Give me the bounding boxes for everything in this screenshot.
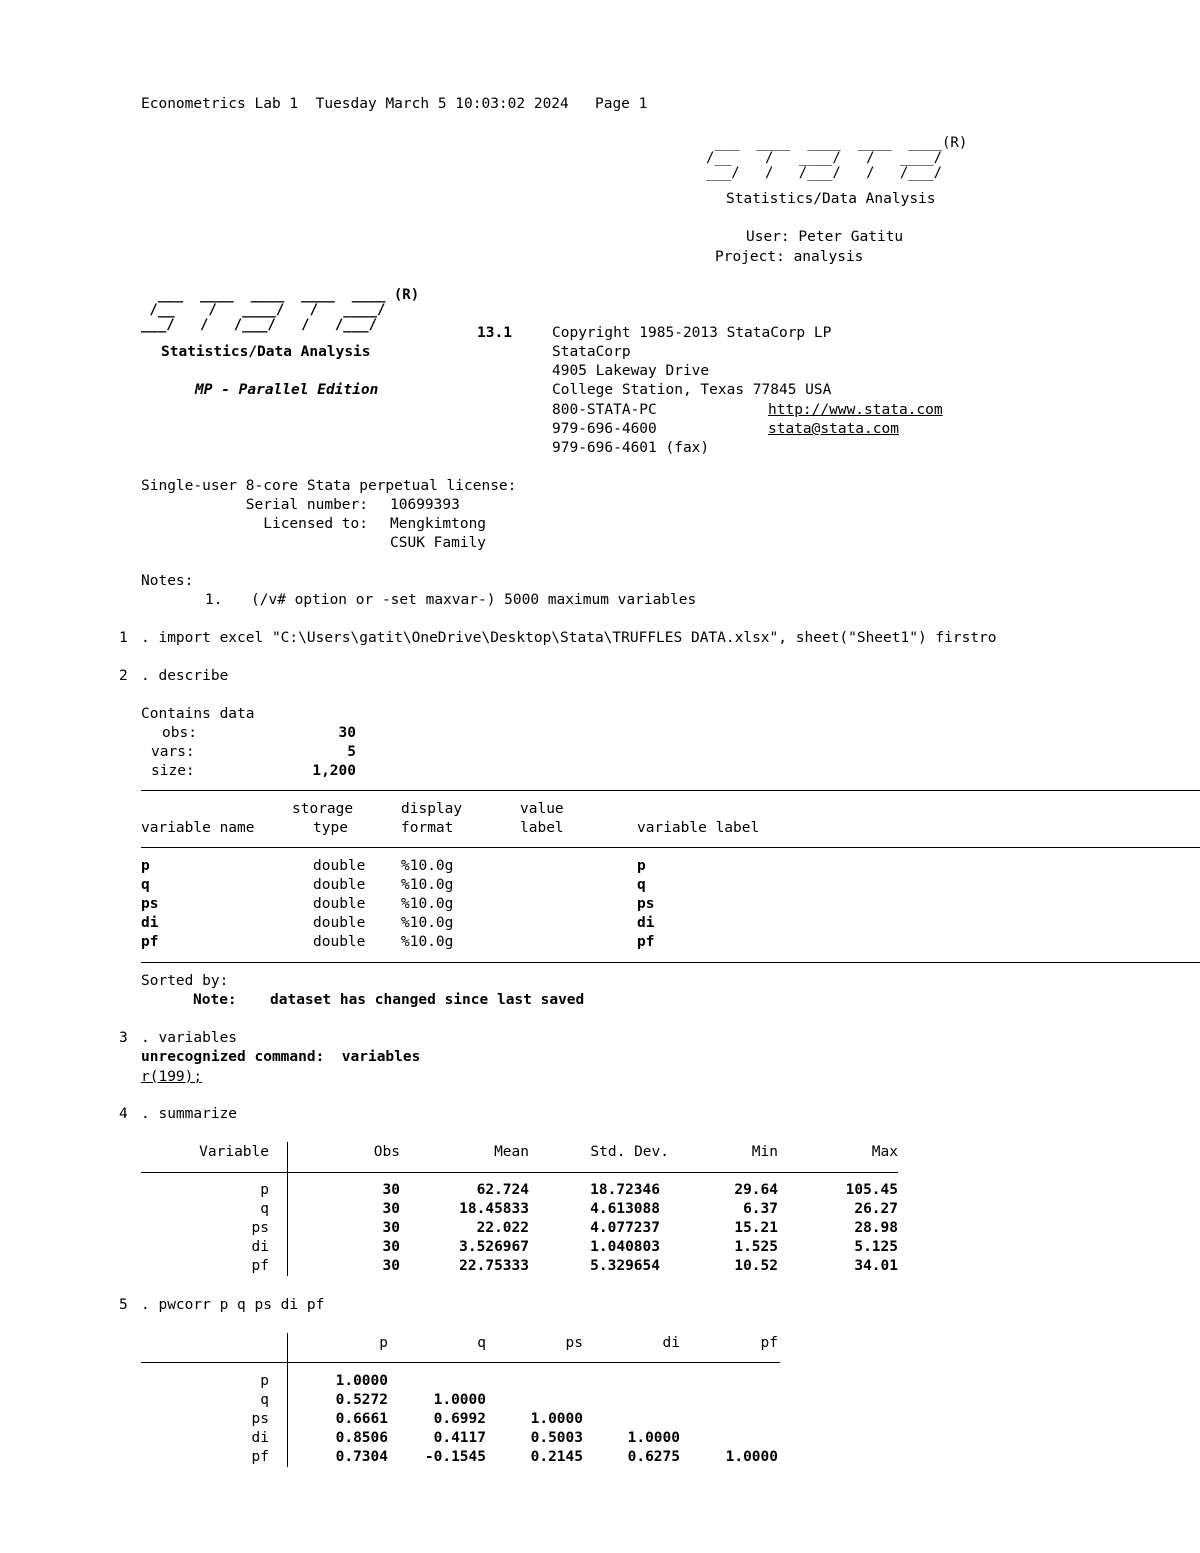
summ-max: 28.98	[854, 1220, 898, 1236]
summ-max: 26.27	[854, 1201, 898, 1217]
variable-name: ps	[141, 896, 159, 912]
corr-var: ps	[251, 1411, 269, 1427]
contains-data: Contains data	[141, 706, 255, 722]
command-variables: . variables	[141, 1030, 238, 1046]
summ-obs: 30	[382, 1258, 400, 1274]
header-variable-name: variable name	[141, 820, 255, 836]
big-logo-subtitle: Statistics/Data Analysis	[161, 344, 371, 360]
serial-label: Serial number:	[245, 497, 368, 513]
summ-sd: 1.040803	[590, 1239, 660, 1255]
corr-var: di	[251, 1430, 269, 1446]
corr-var: p	[260, 1373, 269, 1389]
summ-var: q	[260, 1201, 269, 1217]
summ-min: 15.21	[734, 1220, 778, 1236]
storage-type: double	[313, 858, 366, 874]
error-message: unrecognized command: variables	[141, 1049, 421, 1065]
command-number: 3	[119, 1030, 128, 1046]
summ-sd: 4.077237	[590, 1220, 660, 1236]
summ-mean: 22.022	[476, 1220, 529, 1236]
corr-cell: 0.2145	[530, 1449, 583, 1465]
summ-min: 10.52	[734, 1258, 778, 1274]
size-label: size:	[151, 763, 195, 779]
command-number: 1	[119, 630, 128, 646]
vars-value: 5	[347, 744, 356, 760]
corr-cell: -0.1545	[424, 1449, 486, 1465]
user-label: User:	[746, 229, 790, 245]
corr-cell: 0.6661	[335, 1411, 388, 1427]
header-storage: storage	[292, 801, 354, 817]
copyright-line: Copyright 1985-2013 StataCorp LP	[552, 325, 832, 341]
storage-type: double	[313, 915, 366, 931]
variable-name: p	[141, 858, 150, 874]
note-label: Note:	[193, 992, 237, 1008]
corr-cell: 1.0000	[433, 1392, 486, 1408]
corr-cell: 0.8506	[335, 1430, 388, 1446]
page-header	[141, 95, 647, 114]
project-name: analysis	[793, 249, 864, 265]
corr-cell: 0.4117	[433, 1430, 486, 1446]
variable-name: pf	[141, 934, 159, 950]
summ-max: 105.45	[845, 1182, 898, 1198]
summ-var: di	[251, 1239, 269, 1255]
summ-header-mean: Mean	[494, 1144, 529, 1160]
project-label: Project:	[715, 249, 785, 265]
summ-header-variable: Variable	[199, 1144, 269, 1160]
corr-header-ps: ps	[565, 1335, 583, 1351]
corr-cell: 1.0000	[335, 1373, 388, 1389]
display-format: %10.0g	[401, 915, 454, 931]
storage-type: double	[313, 877, 366, 893]
summ-var: ps	[251, 1220, 269, 1236]
storage-type: double	[313, 934, 366, 950]
corr-header-q: q	[477, 1335, 486, 1351]
note-item-number: 1.	[205, 592, 223, 608]
note-item-text: (/v# option or -set maxvar-) 5000 maximum variables	[251, 592, 697, 608]
summ-sd: 4.613088	[590, 1201, 660, 1217]
stata-version: 13.1	[477, 325, 512, 341]
vars-label: vars:	[151, 744, 195, 760]
header-type: type	[313, 820, 348, 836]
corr-header-p: p	[379, 1335, 388, 1351]
corr-cell: 0.5003	[530, 1430, 583, 1446]
summ-obs: 30	[382, 1239, 400, 1255]
licensed-label: Licensed to:	[263, 516, 368, 532]
describe-bottom-rule	[141, 962, 1200, 963]
variable-label: q	[637, 877, 646, 893]
return-code-link[interactable]: r(199);	[141, 1069, 203, 1085]
company-name: StataCorp	[552, 344, 631, 360]
small-logo-line-3: ___/ / /___/ / /___/	[706, 165, 943, 181]
corr-cell: 0.6275	[627, 1449, 680, 1465]
summ-header-rule	[141, 1172, 898, 1173]
serial-number: 10699393	[390, 497, 460, 513]
email-link[interactable]: stata@stata.com	[768, 421, 899, 437]
licensee-line-1: Mengkimtong	[390, 516, 487, 532]
website-link[interactable]: http://www.stata.com	[768, 402, 943, 418]
variable-name: q	[141, 877, 150, 893]
summ-header-max: Max	[871, 1144, 898, 1160]
fax-line: 979-696-4601 (fax)	[552, 440, 710, 456]
command-number: 5	[119, 1297, 128, 1313]
big-logo-line-2: /__ / ____/ / ____/	[141, 302, 386, 318]
corr-cell: 0.5272	[335, 1392, 388, 1408]
small-logo-line-2: /__ / ____/ / ____/	[706, 150, 943, 166]
edition-label: MP - Parallel Edition	[195, 382, 379, 398]
corr-header-rule	[141, 1362, 780, 1363]
street-address: 4905 Lakeway Drive	[552, 363, 710, 379]
corr-var: pf	[251, 1449, 269, 1465]
licensee-line-2: CSUK Family	[390, 535, 487, 551]
corr-cell: 0.7304	[335, 1449, 388, 1465]
header-variable-label: variable label	[637, 820, 760, 836]
header-value: value	[520, 801, 564, 817]
summ-header-std-dev: Std. Dev.	[590, 1144, 669, 1160]
corr-var: q	[260, 1392, 269, 1408]
command-import-excel: . import excel "C:\Users\gatit\OneDrive\Desktop\Stata\TRUFFLES DATA.xlsx", sheet("Sheet1") firstro	[141, 630, 997, 646]
project-line	[715, 248, 863, 267]
summ-mean: 18.45833	[459, 1201, 529, 1217]
sorted-by: Sorted by:	[141, 973, 229, 989]
variable-label: p	[637, 858, 646, 874]
small-logo-subtitle: Statistics/Data Analysis	[726, 191, 936, 207]
big-logo-line-3: ___/ / /___/ / /___/	[141, 317, 378, 333]
variable-label: ps	[637, 896, 655, 912]
user-line	[746, 228, 903, 247]
command-summarize: . summarize	[141, 1106, 238, 1122]
header-format: format	[401, 820, 454, 836]
command-describe: . describe	[141, 668, 229, 684]
variable-label: pf	[637, 934, 655, 950]
phone-1: 800-STATA-PC	[552, 402, 657, 418]
describe-top-rule	[141, 790, 1200, 791]
variable-name: di	[141, 915, 159, 931]
summ-max: 5.125	[854, 1239, 898, 1255]
license-heading: Single-user 8-core Stata perpetual license:	[141, 478, 517, 494]
command-number: 2	[119, 668, 128, 684]
notes-heading: Notes:	[141, 573, 194, 589]
command-number: 4	[119, 1106, 128, 1122]
header-label: label	[520, 820, 564, 836]
corr-cell: 1.0000	[725, 1449, 778, 1465]
corr-header-pf: pf	[760, 1335, 778, 1351]
summ-var: p	[260, 1182, 269, 1198]
summ-mean: 22.75333	[459, 1258, 529, 1274]
summ-header-min: Min	[751, 1144, 778, 1160]
display-format: %10.0g	[401, 877, 454, 893]
phone-2: 979-696-4600	[552, 421, 657, 437]
variable-label: di	[637, 915, 655, 931]
summ-min: 29.64	[734, 1182, 778, 1198]
summ-header-obs: Obs	[373, 1144, 400, 1160]
display-format: %10.0g	[401, 858, 454, 874]
user-name: Peter Gatitu	[798, 229, 904, 245]
log-datetime: Tuesday March 5 10:03:02 2024	[315, 96, 569, 112]
corr-header-di: di	[662, 1335, 680, 1351]
note-text: dataset has changed since last saved	[270, 992, 585, 1008]
obs-value: 30	[338, 725, 356, 741]
log-title: Econometrics Lab 1	[141, 96, 299, 112]
summ-var: pf	[251, 1258, 269, 1274]
summ-min: 6.37	[743, 1201, 778, 1217]
command-pwcorr: . pwcorr p q ps di pf	[141, 1297, 325, 1313]
summ-obs: 30	[382, 1220, 400, 1236]
summ-mean: 62.724	[476, 1182, 529, 1198]
corr-cell: 0.6992	[433, 1411, 486, 1427]
summ-obs: 30	[382, 1182, 400, 1198]
summ-sd: 18.72346	[590, 1182, 660, 1198]
summ-sd: 5.329654	[590, 1258, 660, 1274]
obs-label: obs:	[162, 725, 197, 741]
header-display: display	[401, 801, 463, 817]
summ-obs: 30	[382, 1201, 400, 1217]
summ-max: 34.01	[854, 1258, 898, 1274]
display-format: %10.0g	[401, 934, 454, 950]
summ-vertical-rule	[287, 1142, 288, 1276]
small-logo-line-1: ___ ____ ____ ____ ____(R)	[706, 135, 968, 151]
summ-mean: 3.526967	[459, 1239, 529, 1255]
size-value: 1,200	[312, 763, 356, 779]
corr-cell: 1.0000	[530, 1411, 583, 1427]
describe-header-rule	[141, 847, 1200, 848]
corr-cell: 1.0000	[627, 1430, 680, 1446]
storage-type: double	[313, 896, 366, 912]
big-logo-line-1: ___ ____ ____ ____ ____ (R)	[141, 287, 420, 303]
city-address: College Station, Texas 77845 USA	[552, 382, 832, 398]
page-number: Page 1	[594, 96, 648, 112]
corr-vertical-rule	[287, 1333, 288, 1467]
summ-min: 1.525	[734, 1239, 778, 1255]
display-format: %10.0g	[401, 896, 454, 912]
